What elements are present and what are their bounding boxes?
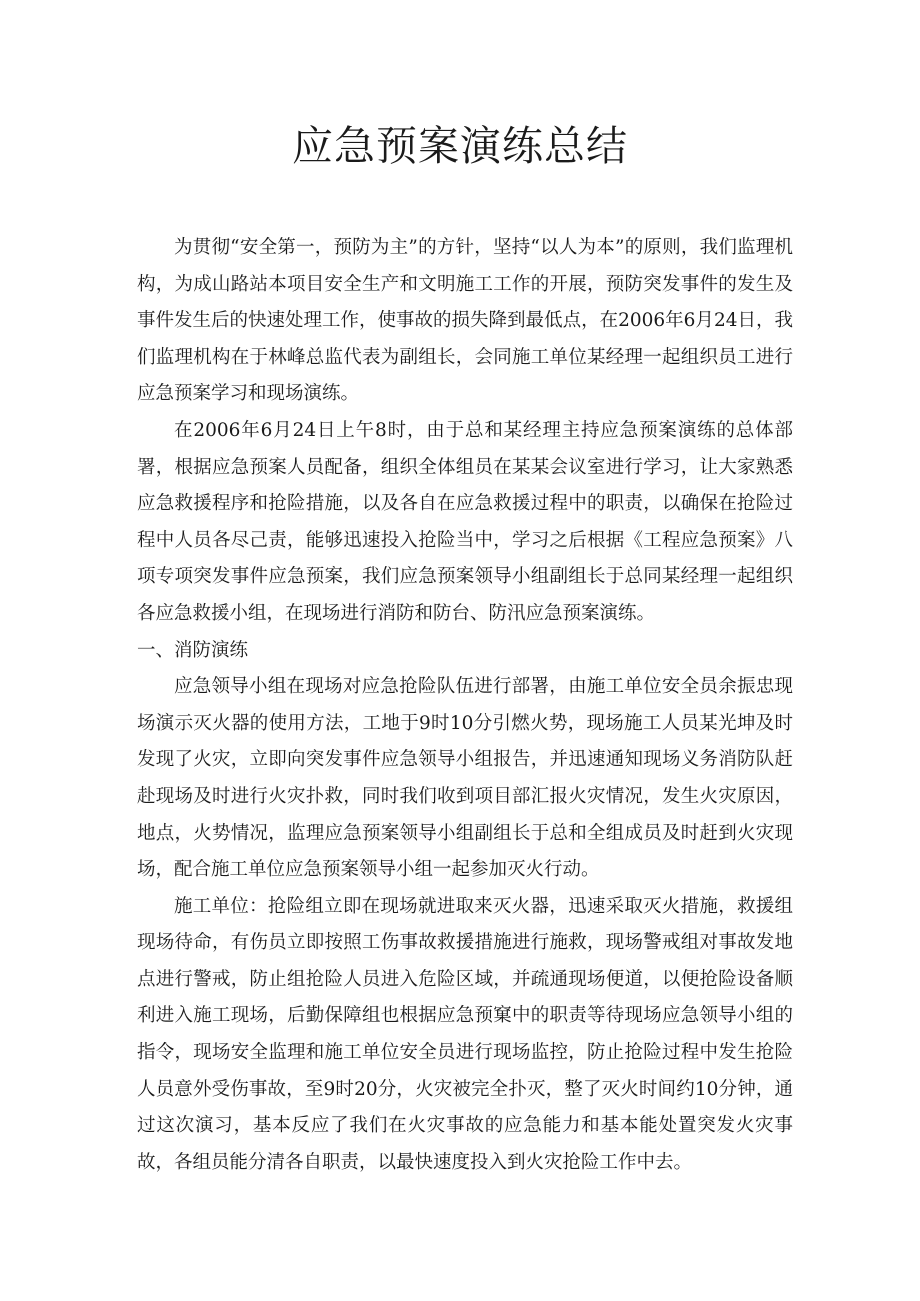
paragraph-intro: 为贯彻“安全第一，预防为主”的方针，坚持“以人为本”的原则，我们监理机构，为成山路站本项目安全生产和文明施工工作的开展，预防突发事件的发生及事件发生后的快速处理工作，使事故的损失降到最低点，在2006年6月24日，我们监理机构在于林峰总监代表为副组长，会同施工单位某经理一起组织员工进行应急预案学习和现场演练。 — [137, 237, 793, 405]
section-heading-fire-drill: 一、消防演练 — [137, 639, 249, 661]
paragraph-fire-drill-deployment: 应急领导小组在现场对应急抢险队伍进行部署，由施工单位安全员余振忠现场演示灭火器的使用方法，工地于9时10分引燃火势，现场施工人员某光坤及时发现了火灾，立即向突发事件应急领导小组报告，并迅速通知现场义务消防队赶赴现场及时进行火灾扑救，同时我们收到项目部汇报火灾情况，发生火灾原因，地点，火势情况，监理应急预案领导小组副组长于总和全组成员及时赶到火灾现场，配合施工单位应急预案领导小组一起参加灭火行动。 — [137, 676, 793, 881]
paragraph-deployment: 在2006年6月24日上午8时，由于总和某经理主持应急预案演练的总体部署，根据应急预案人员配备，组织全体组员在某某会议室进行学习，让大家熟悉应急救援程序和抢险措施，以及各自在应急救援过程中的职责，以确保在抢险过程中人员各尽己责，能够迅速投入抢险当中，学习之后根据《工程应急预案》八项专项突发事件应急预案，我们应急预案领导小组副组长于总同某经理一起组织各应急救援小组，在现场进行消防和防台、防汛应急预案演练。 — [137, 419, 793, 624]
document-title: 应急预案演练总结 — [292, 122, 628, 170]
paragraph-construction-unit-response: 施工单位：抢险组立即在现场就进取来灭火器，迅速采取灭火措施，救援组现场待命，有伤员立即按照工伤事故救援措施进行施救，现场警戒组对事故发地点进行警戒，防止组抢险人员进入危险区域，并疏通现场便道，以便抢险设备顺利进入施工现场，后勤保障组也根据应急预窠中的职责等待现场应急领导小组的指令，现场安全监理和施工单位安全员进行现场监控，防止抢险过程中发生抢险人员意外受伤事故，至9时20分，火灾被完全扑灭，整了灭火时间约10分钟，通过这次演习，基本反应了我们在火灾事故的应急能力和基本能处置突发火灾事故，各组员能分清各自职责，以最快速度投入到火灾抢险工作中去。 — [137, 895, 793, 1173]
document-body — [137, 230, 793, 1181]
